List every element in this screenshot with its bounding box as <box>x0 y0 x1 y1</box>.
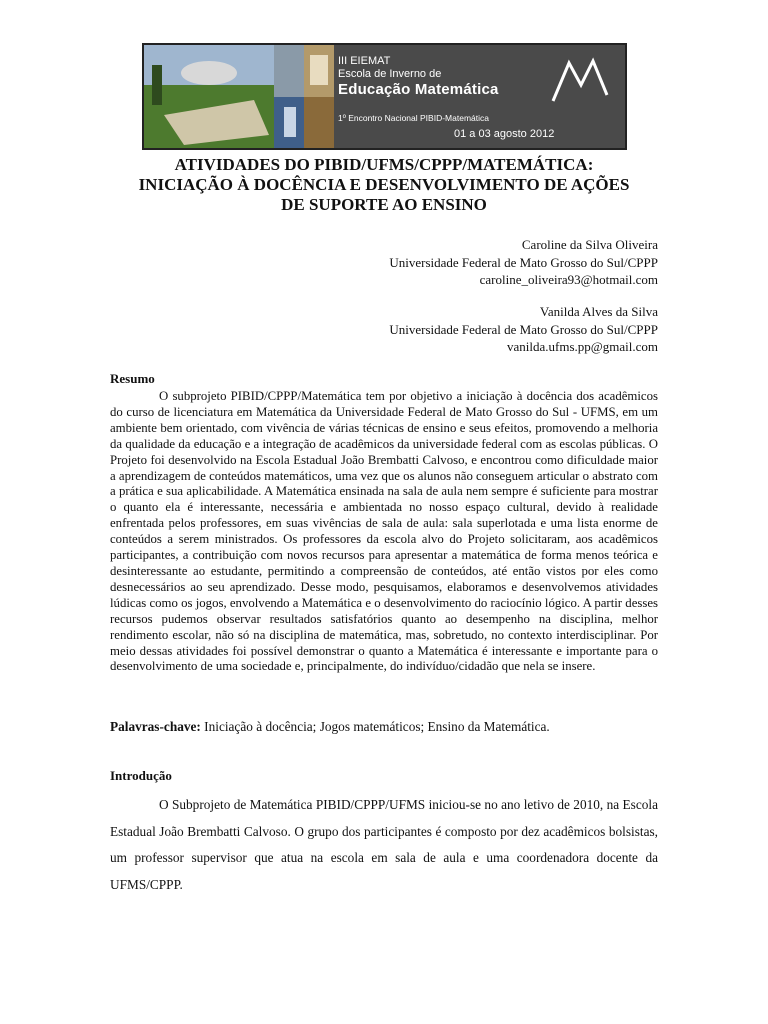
author-name: Vanilda Alves da Silva <box>539 304 658 319</box>
keywords <box>110 719 658 735</box>
banner-encontro: 1º Encontro Nacional PIBID-Matemática <box>338 113 489 123</box>
mountain-logo-icon <box>551 55 609 105</box>
author-email: vanilda.ufms.pp@gmail.com <box>507 339 658 354</box>
title-line-2: INICIAÇÃO À DOCÊNCIA E DESENVOLVIMENTO DE AÇÕES <box>138 175 630 194</box>
author-name: Caroline da Silva Oliveira <box>521 237 658 252</box>
abstract-heading: Resumo <box>110 371 155 386</box>
author-block-2 <box>389 303 658 356</box>
title-line-1: ATIVIDADES DO PIBID/UFMS/CPPP/MATEMÁTICA: <box>174 155 594 174</box>
banner-photo-collage <box>144 45 334 148</box>
banner-school: Escola de Inverno de <box>338 68 442 80</box>
title-line-3: DE SUPORTE AO ENSINO <box>281 195 487 214</box>
banner-dates: 01 a 03 agosto 2012 <box>454 128 555 140</box>
keywords-label: Palavras-chave: <box>110 719 201 734</box>
abstract-text: O subprojeto PIBID/CPPP/Matemática tem por objetivo a iniciação à docência dos acadêmicos do curso de licenciatura em Matemática da Universidade Federal de Mato Grosso do Sul - UFMS, em um ambiente bem orientado, com vivência de várias técnicas de ensino e seus efeitos, promovendo a melhoria da qualidade da educação e a integração de acadêmicos da universidade federal com as escolas públicas. O Projeto foi desenvolvido na Escola Estadual João Brembatti Calvoso, e encontrou como dificuldade maior a aprendizagem de conteúdos matemáticos, uma vez que os alunos não conseguem articular o abstrato com a prática e sua aplicabilidade. A Matemática ensinada na sala de aula nem sempre é suficiente para mostrar o quanto ela é interessante, necessária e ambientada no nosso espaço cultural, devido à realidade enfrentada pelos professores, em suas vivências de sala de aula: sala superlotada e uma lista enorme de conteúdos a serem ministrados. Os professores da escola alvo do Projeto solicitaram, aos acadêmicos participantes, a contribuição com novos recursos para apresentar a matemática de forma menos teórica e desinteressante ao estudante, permitindo a compreensão de conteúdos, até então vistos por eles como desnecessários ao seu aprendizado. Desse modo, pesquisamos, elaboramos e desenvolvemos atividades lúdicas como os jogos, envolvendo a Matemática e o desenvolvimento do raciocínio lógico. A partir desses recursos pudemos observar resultados satisfatórios quanto ao desempenho na disciplina, melhor rendimento escolar, não só na disciplina de matemática, mas, sobretudo, no contexto interdisciplinar. Por meio dessas atividades foi possível demonstrar o quanto a Matemática é interessante e importante para o desenvolvimento de uma sociedade e, principalmente, do indivíduo/cidadão que nela se insere. <box>110 389 658 674</box>
author-email: caroline_oliveira93@hotmail.com <box>479 272 658 287</box>
author-affiliation: Universidade Federal de Mato Grosso do Sul/CPPP <box>389 321 658 337</box>
author-block-1 <box>389 236 658 289</box>
intro-text: O Subprojeto de Matemática PIBID/CPPP/UFMS iniciou-se no ano letivo de 2010, na Escola Estadual João Brembatti Calvoso. O grupo dos participantes é composto por dez acadêmicos bolsistas, um professor supervisor que atua na escola em sala de aula e uma coordenadora docente da UFMS/CPPP. <box>110 797 658 892</box>
intro-heading: Introdução <box>110 768 172 783</box>
banner-main-title: Educação Matemática <box>338 81 499 98</box>
banner-edition: III EIEMAT <box>338 55 391 67</box>
event-banner <box>142 43 627 150</box>
paper-title <box>100 155 668 215</box>
keywords-text: Iniciação à docência; Jogos matemáticos; Ensino da Matemática. <box>200 719 550 734</box>
author-affiliation: Universidade Federal de Mato Grosso do Sul/CPPP <box>389 254 658 270</box>
